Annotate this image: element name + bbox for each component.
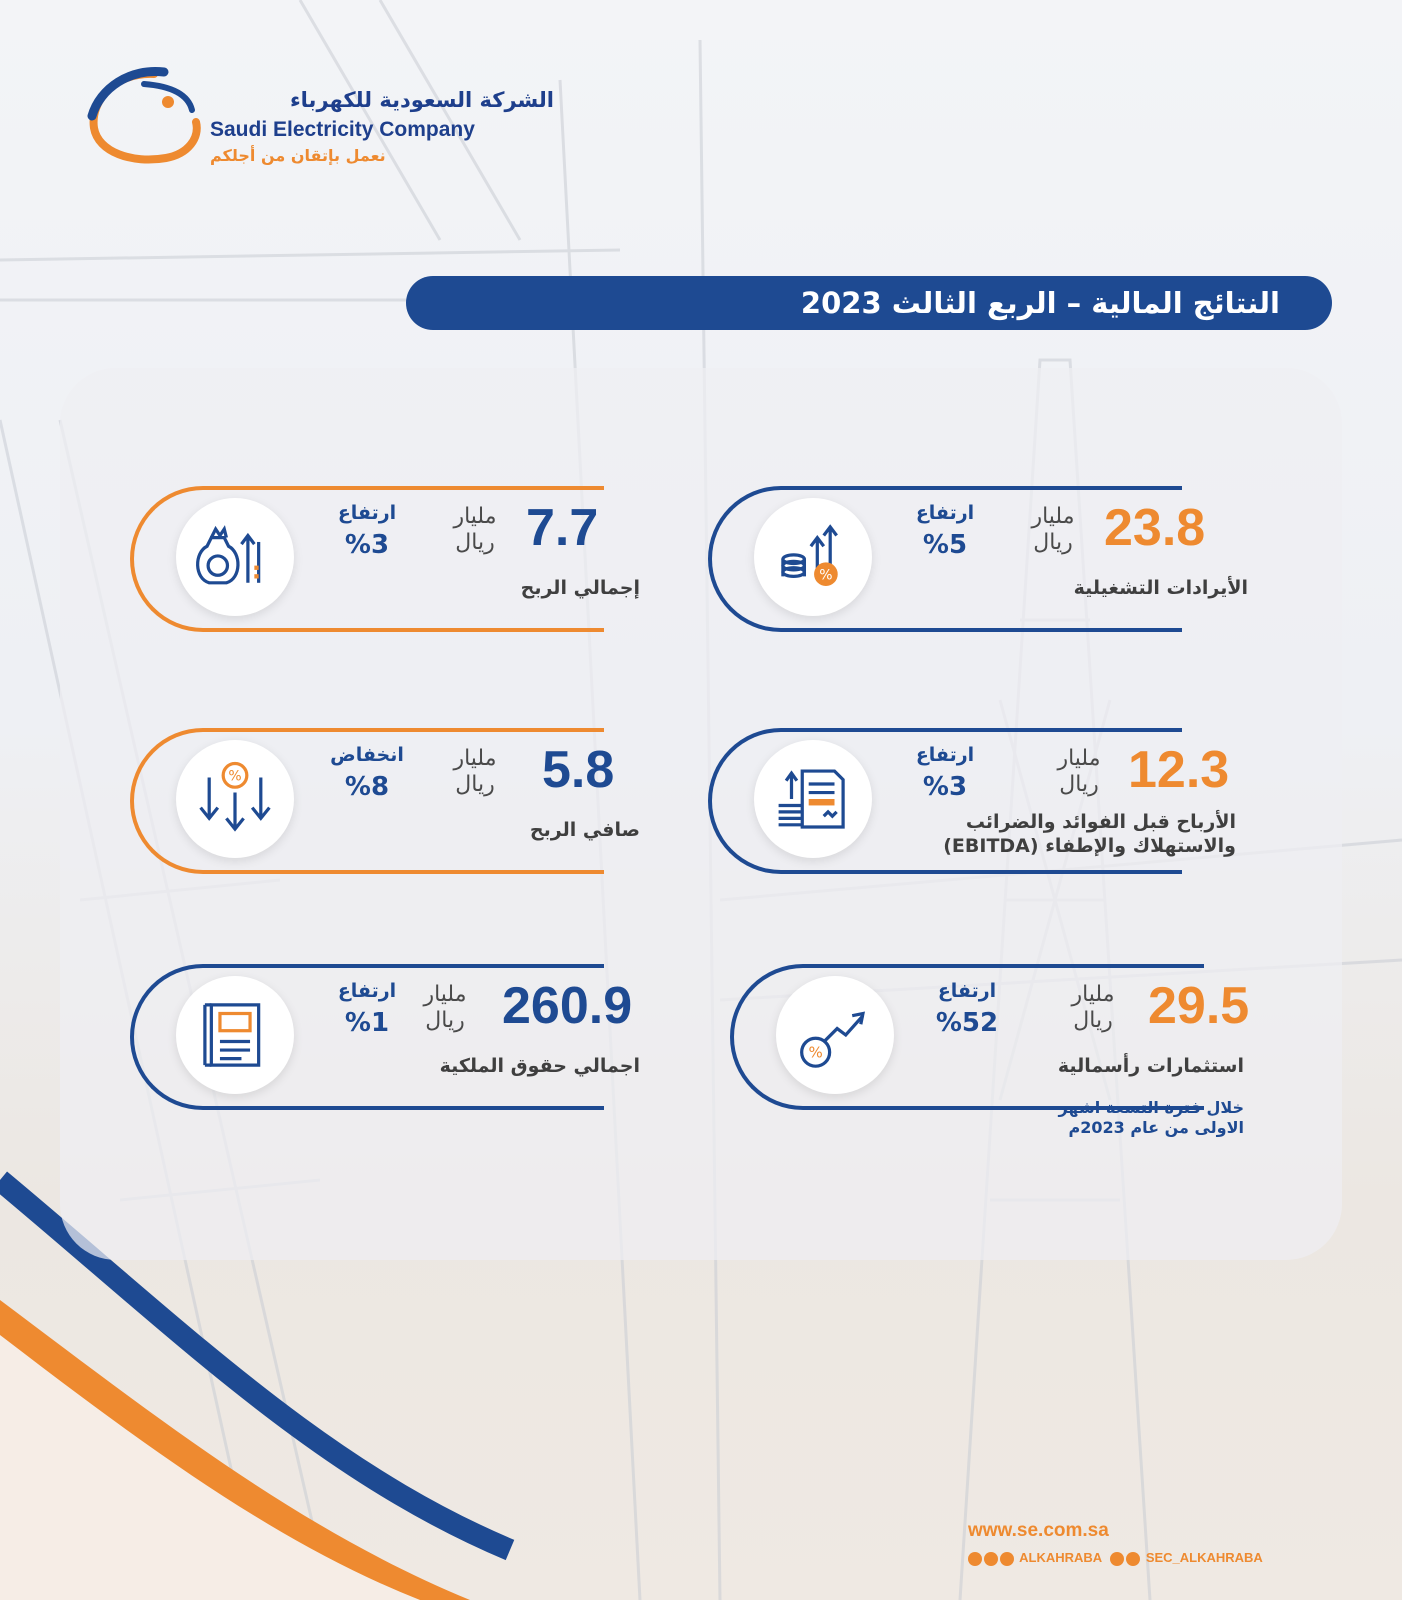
page-title-text: النتائج المالية – الربع الثالث 2023 <box>800 286 1280 320</box>
change-label: ارتفاع <box>915 744 975 766</box>
snapchat-icon <box>1126 1552 1140 1566</box>
twitter-icon <box>984 1552 998 1566</box>
social-handles <box>968 1550 1263 1566</box>
metric-label: إجمالي الربح <box>520 577 640 599</box>
unit-line-1: مليار <box>423 982 467 1007</box>
unit-line-1: مليار <box>1031 504 1075 529</box>
unit-line-2: ريال <box>1073 1008 1113 1033</box>
unit-line-1: مليار <box>1071 982 1115 1007</box>
change-label: ارتفاع <box>337 502 397 524</box>
unit-line-2: ريال <box>455 772 495 797</box>
report-coins-icon <box>770 756 856 842</box>
social-handle-2: SEC_ALKAHRABA <box>1145 1550 1263 1565</box>
page-title <box>406 276 1332 330</box>
metric-value: 7.7 <box>526 499 599 557</box>
change-label: انخفاض <box>330 744 404 766</box>
social-handle-1: ALKAHRABA <box>1019 1550 1103 1565</box>
youtube-icon <box>1000 1552 1014 1566</box>
metric-value: 5.8 <box>542 741 615 799</box>
website-link[interactable]: www.se.com.sa <box>968 1520 1109 1541</box>
svg-text:%: % <box>228 768 242 785</box>
change-value: %5 <box>922 530 968 560</box>
metric-card-net-profit <box>130 728 770 878</box>
company-logo <box>84 66 554 176</box>
metric-label: الأرباح قبل الفوائد والضرائب والاستهلاك والإطفاء (EBITDA) <box>943 811 1236 857</box>
unit-line-1: مليار <box>1057 746 1101 771</box>
logo-name-en: Saudi Electricity Company <box>210 118 475 141</box>
metric-value: 29.5 <box>1148 977 1250 1035</box>
svg-text:%: % <box>819 567 833 584</box>
unit-line-1: مليار <box>453 504 497 529</box>
metric-value: 23.8 <box>1104 499 1206 557</box>
metric-note: خلال فترة التسعة اشهر الاولى من عام 2023م <box>1058 1098 1244 1137</box>
facebook-icon <box>968 1552 982 1566</box>
percent-trend-icon <box>792 992 878 1078</box>
coins-growth-icon <box>770 514 856 600</box>
instagram-icon <box>1110 1552 1124 1566</box>
change-label: ارتفاع <box>915 502 975 524</box>
unit-line-1: مليار <box>453 746 497 771</box>
unit-line-2: ريال <box>1059 772 1099 797</box>
unit-line-2: ريال <box>425 1008 465 1033</box>
metric-card-total-equity <box>130 964 770 1114</box>
card-icon-holder <box>754 740 872 858</box>
metric-value: 260.9 <box>502 977 633 1035</box>
card-icon-holder <box>776 976 894 1094</box>
svg-text:%: % <box>808 1043 823 1062</box>
metric-label: اجمالي حقوق الملكية <box>439 1055 640 1077</box>
change-value: %8 <box>344 772 390 802</box>
social-group-1[interactable] <box>968 1550 1102 1566</box>
metric-card-ebitda <box>708 728 1348 878</box>
metric-value: 12.3 <box>1128 741 1230 799</box>
metric-card-gross-profit <box>130 486 770 636</box>
metric-label: صافي الربح <box>529 819 640 841</box>
social-group-2[interactable] <box>1110 1550 1263 1566</box>
change-value: %3 <box>922 772 968 802</box>
change-label: ارتفاع <box>937 980 997 1002</box>
change-value: %52 <box>935 1008 999 1038</box>
metric-card-capex <box>730 964 1350 1137</box>
change-value: %3 <box>344 530 390 560</box>
sec-logo-icon <box>84 66 204 166</box>
change-value: %1 <box>344 1008 390 1038</box>
unit-line-2: ريال <box>455 530 495 555</box>
metric-card-operating-revenue <box>708 486 1348 636</box>
unit-line-2: ريال <box>1033 530 1073 555</box>
logo-tagline: نعمل بإتقان من أجلكم <box>210 146 386 165</box>
metric-label: استثمارات رأسمالية <box>1057 1055 1244 1077</box>
metric-label: الأيرادات التشغيلية <box>1073 577 1248 599</box>
logo-name-ar: الشركة السعودية للكهرباء <box>289 88 554 112</box>
change-label: ارتفاع <box>337 980 397 1002</box>
